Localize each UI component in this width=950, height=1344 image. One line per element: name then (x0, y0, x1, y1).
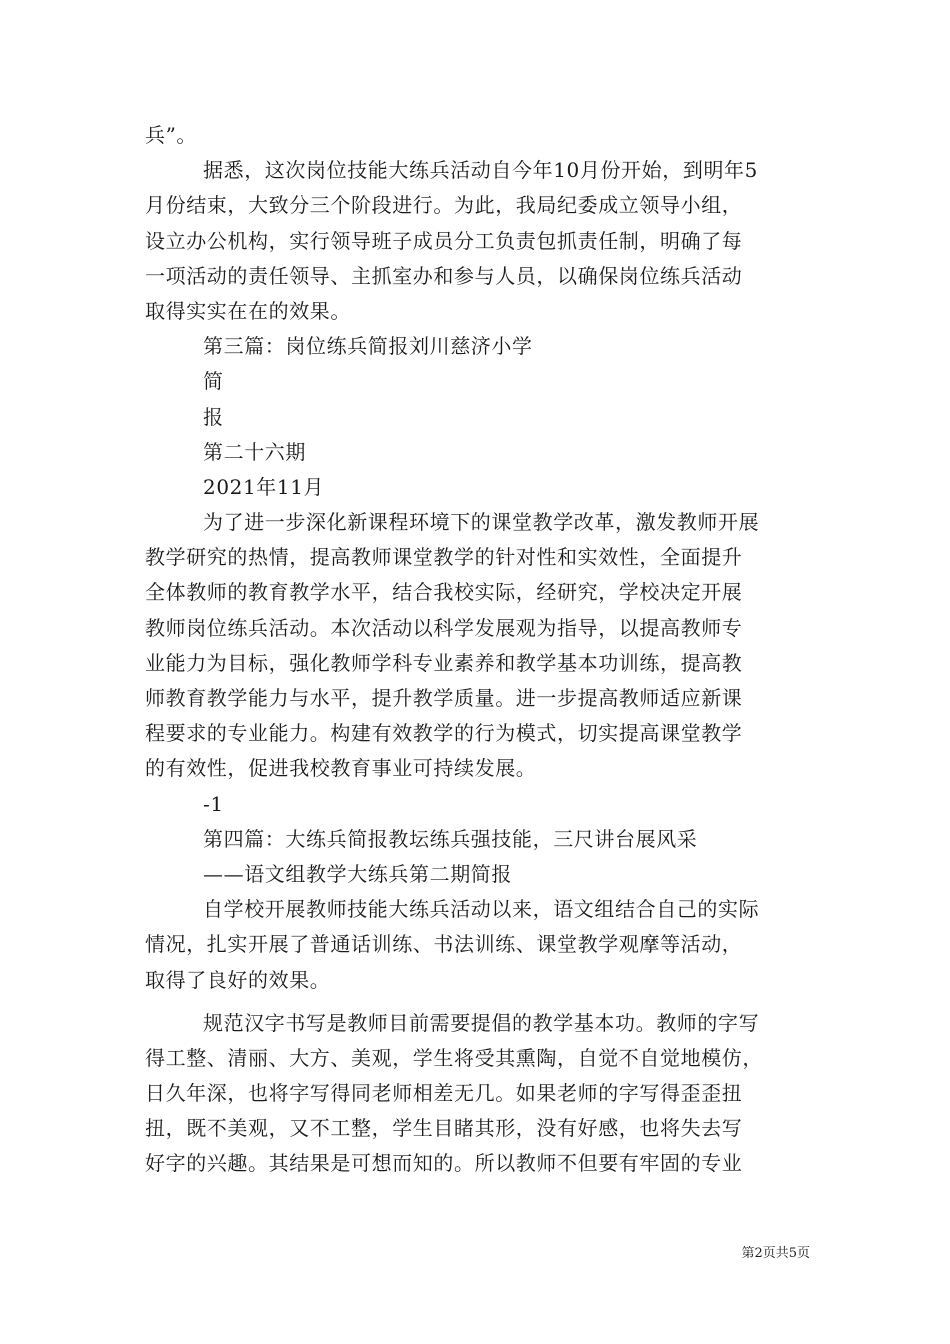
text-line: 师教育教学能力与水平，提升教学质量。进一步提高教师适应新课 (145, 686, 743, 710)
text-line: 第四篇：大练兵简报教坛练兵强技能，三尺讲台展风采 (203, 826, 698, 851)
text-line: 简 (203, 369, 224, 394)
text-line: 得工整、清丽、大方、美观，学生将受其熏陶，自觉不自觉地模仿， (145, 1045, 763, 1070)
document-body (145, 118, 810, 1182)
text-line: -1 (203, 791, 224, 816)
text-line: 2021年11月 (203, 474, 325, 499)
text-line: 为了进一步深化新课程环境下的课堂教学改革，激发教师开展 (203, 510, 760, 535)
text-line: 第三篇：岗位练兵简报刘川慈济小学 (203, 334, 533, 359)
text-line: 据悉，这次岗位技能大练兵活动自今年10月份开始，到明年5 (203, 158, 758, 183)
text-line: 规范汉字书写是教师目前需要提倡的教学基本功。教师的字写 (203, 1010, 760, 1035)
text-line: 好字的兴趣。其结果是可想而知的。所以教师不但要有牢固的专业 (145, 1151, 743, 1176)
text-line: 报 (203, 404, 224, 429)
text-line: 情况，扎实开展了普通话训练、书法训练、课堂教学观摩等活动， (145, 932, 743, 957)
text-line: 教师岗位练兵活动。本次活动以科学发展观为指导，以提高教师专 (145, 615, 743, 640)
text-line: 日久年深，也将字写得同老师相差无几。如果老师的字写得歪歪扭 (145, 1081, 743, 1106)
text-line: 设立办公机构，实行领导班子成员分工负责包抓责任制，明确了每 (145, 228, 743, 253)
text-line: 兵”。 (145, 123, 198, 147)
text-line: 一项活动的责任领导、主抓室办和参与人员，以确保岗位练兵活动 (145, 263, 743, 288)
text-line: 教学研究的热情，提高教师课堂教学的针对性和实效性，全面提升 (145, 545, 743, 570)
text-line: 取得了良好的效果。 (145, 967, 331, 992)
text-line: ——语文组教学大练兵第二期简报 (203, 861, 512, 886)
text-line: 业能力为目标，强化教师学科专业素养和教学基本功训练，提高教 (145, 650, 743, 675)
text-line: 自学校开展教师技能大练兵活动以来，语文组结合自己的实际 (203, 897, 760, 922)
text-line: 全体教师的教育教学水平，结合我校实际，经研究，学校决定开展 (145, 580, 743, 605)
text-line: 取得实实在在的效果。 (145, 298, 351, 323)
text-line: 第二十六期 (203, 439, 306, 464)
text-line: 扭，既不美观，又不工整，学生目睹其形，没有好感，也将失去写 (145, 1116, 743, 1141)
text-line: 的有效性，促进我校教育事业可持续发展。 (145, 756, 537, 781)
text-line: 月份结束，大致分三个阶段进行。为此，我局纪委成立领导小组， (145, 193, 743, 218)
page-number: 第2页共5页 (741, 1246, 810, 1261)
text-line: 程要求的专业能力。构建有效教学的行为模式，切实提高课堂教学 (145, 721, 743, 746)
